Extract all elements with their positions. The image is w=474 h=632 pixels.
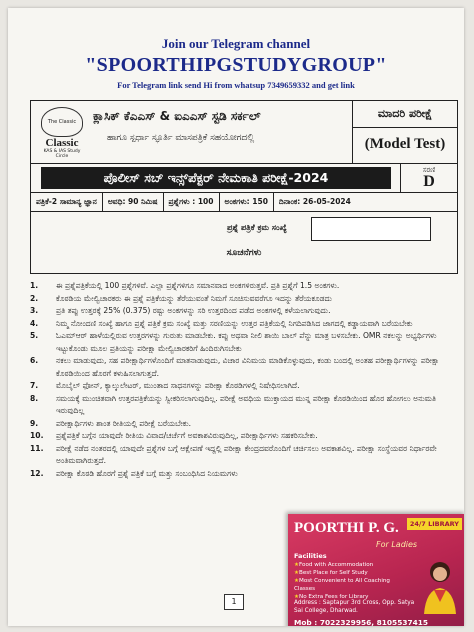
- instruction-text: ಮೊಬೈಲ್ ಫೋನ್, ಕ್ಯಾಲ್ಕುಲೇಟರ್, ಮುಂತಾದ ಸಾಧನಗಳನ್ನು ಪರೀಕ್ಷಾ ಕೊಠಡಿಗಳಲ್ಲಿ ನಿಷೇಧಿಸಲಾಗಿದೆ.: [56, 381, 300, 390]
- total-marks: ಅಂಕಗಳು: 150: [220, 193, 274, 211]
- instruction-text: ಪರೀಕ್ಷೆ ನಡೆದ ನಂತರದಲ್ಲಿ ಯಾವುದೇ ಪ್ರಶ್ನೆಗಳ ಬಗ್ಗೆ ಆಕ್ಷೇಪಣೆ ಇದ್ದಲ್ಲಿ ಪರೀಕ್ಷಾ ಕೇಂದ್ರದವರೊಂದಿಗೆ ಚರ್ಚಿಸಲು ಅವಕಾಶವಿಲ್ಲ. ಪರೀಕ್ಷಾ ಸಂಸ್ಥೆಯವರ ನಿರ್ಧಾರವೇ ಅಂತಿಮವಾಗಿರುತ್ತದೆ.: [56, 443, 437, 465]
- telegram-line-3: For Telegram link send Hi from whatsup 7349659332 and get link: [117, 80, 355, 90]
- model-test-box: [352, 101, 457, 163]
- instruction-item: [30, 293, 442, 306]
- instruction-item: [30, 380, 442, 393]
- instruction-number: 5.: [30, 331, 39, 340]
- ad-library-badge: 24/7 LIBRARY: [407, 518, 462, 530]
- instruction-item: [30, 468, 442, 481]
- instruction-number: 6.: [30, 356, 39, 365]
- instruction-item: [30, 305, 442, 318]
- exam-meta-row: [31, 193, 457, 212]
- ad-facility: ★ Food with Accommodation: [294, 561, 404, 569]
- question-count: ಪ್ರಶ್ನೆಗಳು : 100: [164, 193, 220, 211]
- instruction-text: ನಕಲು ಮಾಡುವುದು, ಸಹ ಪರೀಕ್ಷಾರ್ಥಿಗಳೊಂದಿಗೆ ಮಾತನಾಡುವುದು, ವಿಚಾರ ವಿನಿಮಯ ಮಾಡಿಕೊಳ್ಳುವುದು, ಕಂಡು ಬಂದಲ್ಲಿ ಅಂತಹ ಪರೀಕ್ಷಾರ್ಥಿಗಳನ್ನು ಪರೀಕ್ಷಾ ಕೊಠಡಿಯಿಂದ ಹೊರಗೆ ಕಳುಹಿಸಲಾಗುತ್ತದೆ.: [56, 356, 440, 378]
- instruction-number: 11.: [30, 443, 44, 453]
- instruction-text: ಪ್ರಶ್ನೆಪತ್ರಿಕೆ ಬಗ್ಗೆನ ಯಾವುದೇ ರೀತಿಯ ವಿವಾದ/ಚರ್ಚೆಗೆ ಅವಕಾಶವಿರುವುದಿಲ್ಲ, ಪರೀಕ್ಷಾರ್ಥಿಗಳು ಸಹಕರಿಸಬೇಕು.: [56, 431, 318, 440]
- model-test-english: (Model Test): [364, 136, 446, 152]
- telegram-channel-name: "SPOORTHIPGSTUDYGROUP": [85, 54, 387, 76]
- poorthi-pg-advertisement: [288, 514, 464, 626]
- instruction-number: 10.: [30, 431, 44, 440]
- ad-facility: ★ No Extra Fees for Library: [294, 593, 404, 601]
- instruction-number: 1.: [30, 281, 39, 290]
- model-test-kannada: ಮಾದರಿ ಪರೀಕ್ಷೆ: [353, 101, 457, 128]
- instruction-text: ಕೊಠಡಿಯ ಮೇಲ್ವಿಚಾರಕರು ಈ ಪ್ರಶ್ನೆ ಪತ್ರಿಕೆಯನ್ನು ತೆರೆಯುವಂತೆ ನಿಮಗೆ ಸೂಚಿಸುವವರೆಗೂ ಇದನ್ನು ತೆರೆಯಕೂಡದು: [56, 293, 332, 303]
- logo-subtitle: KAS & IAS Study Circle: [43, 149, 81, 159]
- telegram-line-1: Join our Telegram channel: [161, 36, 311, 51]
- ad-facilities: [294, 552, 404, 601]
- instruction-item: [30, 330, 442, 355]
- series-value: D: [423, 173, 435, 190]
- institute-subtitle: ಹಾಗೂ ಸ್ಪರ್ಧಾ ಸ್ಫೂರ್ತಿ ಮಾಸಪತ್ರಿಕೆ ಸಹಯೋಗದಲ್ಲಿ: [107, 133, 255, 143]
- exam-paper: [8, 8, 464, 626]
- classic-logo: [37, 107, 87, 159]
- paper-name: ಪತ್ರಿಕೆ-2 ಸಾಮಾನ್ಯ ಜ್ಞಾನ: [31, 193, 103, 211]
- instructions-heading: ಸೂಚನೆಗಳು: [226, 248, 262, 258]
- telegram-banner: [8, 36, 464, 90]
- booklet-number-box: [311, 217, 431, 241]
- instruction-number: 12.: [30, 468, 44, 478]
- exam-header: [30, 100, 458, 274]
- instruction-number: 8.: [30, 393, 39, 403]
- instruction-text: ಪರೀಕ್ಷಾ ಕೊಠಡಿ ಹೊರಗೆ ಪ್ರಶ್ನೆ ಪತ್ರಿಕೆ ಬಗ್ಗೆ ಮತ್ತು ಸಂಬಂಧಿಸಿದ ನಿಯಮಗಳು: [56, 468, 238, 478]
- duration: ಅವಧಿ: 90 ನಿಮಿಷ: [103, 193, 164, 211]
- logo-emblem: The Classic: [41, 107, 83, 137]
- institute-title: ಕ್ಲಾಸಿಕ್ ಕೆಎಎಸ್ & ಐಎಎಸ್ ಸ್ಟಡಿ ಸರ್ಕಲ್: [93, 109, 261, 123]
- booklet-number-label: ಪ್ರಶ್ನೆ ಪತ್ರಿಕೆ ಕ್ರಮ ಸಂಖ್ಯೆ: [227, 223, 287, 232]
- instruction-number: 9.: [30, 418, 39, 428]
- ad-title: POORTHI P. G.: [294, 520, 399, 536]
- instruction-item: [30, 355, 442, 380]
- instruction-item: [30, 318, 442, 331]
- ad-facilities-label: Facilities: [294, 552, 327, 560]
- ad-facility: ★ Most Convenient to All Coaching Classes: [294, 577, 404, 593]
- ad-facility: ★ Best Place for Self Study: [294, 569, 404, 577]
- instruction-text: ನಿಮ್ಮ ನೋಂದಣಿ ಸಂಖ್ಯೆ ಹಾಗೂ ಪ್ರಶ್ನೆ ಪತ್ರಿಕೆ ಕ್ರಮ ಸಂಖ್ಯೆ ಮತ್ತು ಸರಣಿಯನ್ನು ಉತ್ತರ ಪತ್ರಿಕೆಯಲ್ಲಿ ನಿಗದಿಪಡಿಸಿದ ಜಾಗದಲ್ಲಿ ಕಡ್ಡಾಯವಾಗಿ ಬರೆಯಬೇಕು: [56, 318, 413, 328]
- exam-date: ದಿನಾಂಕ: 26-05-2024: [278, 197, 351, 206]
- instruction-item: [30, 393, 442, 418]
- series-label: ಸರಣಿ: [422, 166, 436, 174]
- woman-portrait-icon: [420, 556, 460, 614]
- ad-address: Address : Saptapur 3rd Cross, Opp. Satya Sai College, Dharwad.: [294, 600, 415, 614]
- instructions-list: [30, 280, 442, 480]
- ad-mobile: Mob : 7022329956, 8105537415: [294, 618, 429, 626]
- instruction-number: 2.: [30, 293, 39, 303]
- instruction-item: [30, 443, 442, 468]
- exam-title: ಪೊಲೀಸ್ ಸಬ್ ಇನ್ಸ್‌ಪೆಕ್ಟರ್ ನೇಮಕಾತಿ ಪರೀಕ್ಷೆ-2024: [41, 167, 391, 189]
- instruction-text: ಈ ಪ್ರಶ್ನೆಪತ್ರಿಕೆಯಲ್ಲಿ 100 ಪ್ರಶ್ನೆಗಳಿವೆ. ಎಲ್ಲಾ ಪ್ರಶ್ನೆಗಳಿಗೂ ಸಮಾನವಾದ ಅಂಕಗಳಿರುತ್ತವೆ. ಪ್ರತಿ ಪ್ರಶ್ನೆಗೆ 1.5 ಅಂಕಗಳು.: [56, 281, 340, 290]
- ad-for-ladies: For Ladies: [376, 540, 418, 549]
- instruction-number: 3.: [30, 306, 39, 315]
- instruction-text: ಪರೀಕ್ಷಾರ್ಥಿಗಳು ಶಾಂತ ರೀತಿಯಲ್ಲಿ ಪರೀಕ್ಷೆ ಬರೆಯಬೇಕು.: [56, 418, 192, 428]
- logo-name: Classic: [45, 137, 79, 149]
- instruction-item: [30, 430, 442, 443]
- instruction-item: [30, 418, 442, 431]
- series-box: [400, 164, 457, 192]
- instruction-text: ಓಎಮ್‌ಆರ್ ಹಾಳೆಯಲ್ಲಿರುವ ಉತ್ತರಗಳನ್ನು ಗುರುತು ಮಾಡಬೇಕು. ಕಪ್ಪು ಅಥವಾ ನೀಲಿ ಶಾಯಿ ಬಾಲ್ ಪೆನ್ನು ಮಾತ್ರ ಬಳಸಬೇಕು. OMR ನಕಲನ್ನು ಅಭ್ಯರ್ಥಿಗಳು ಇಟ್ಟುಕೊಂಡು ಮೂಲ ಪ್ರತಿಯನ್ನು ಪರೀಕ್ಷಾ ಮೇಲ್ವಿಚಾರಕರಿಗೆ ಹಿಂದಿರುಗಿಸಬೇಕು: [56, 331, 437, 353]
- instruction-text: ಪ್ರತಿ ತಪ್ಪು ಉತ್ತರಕ್ಕೆ 25% (0.375) ರಷ್ಟು ಅಂಕಗಳನ್ನು ಸರಿ ಉತ್ತರದಿಂದ ಪಡೆದ ಅಂಕಗಳಲ್ಲಿ ಕಳೆಯಲಾಗುವುದು.: [56, 306, 331, 315]
- exam-title-band: [31, 163, 457, 193]
- instruction-text: ಸಮಯಕ್ಕೆ ಮುಂಚಿತವಾಗಿ ಉತ್ತರಪತ್ರಿಕೆಯನ್ನು ಸ್ವೀಕರಿಸಲಾಗುವುದಿಲ್ಲ. ಪರೀಕ್ಷೆ ಅವಧಿಯ ಮುಕ್ತಾಯದ ಮುನ್ನ ಪರೀಕ್ಷಾ ಕೊಠಡಿಯಿಂದ ಹೊರ ಹೋಗಲು ಅನುಮತಿ ಇರುವುದಿಲ್ಲ: [56, 393, 436, 415]
- instruction-number: 4.: [30, 318, 39, 328]
- instruction-number: 7.: [30, 381, 39, 390]
- page-number: 1: [224, 594, 244, 610]
- instruction-item: [30, 280, 442, 293]
